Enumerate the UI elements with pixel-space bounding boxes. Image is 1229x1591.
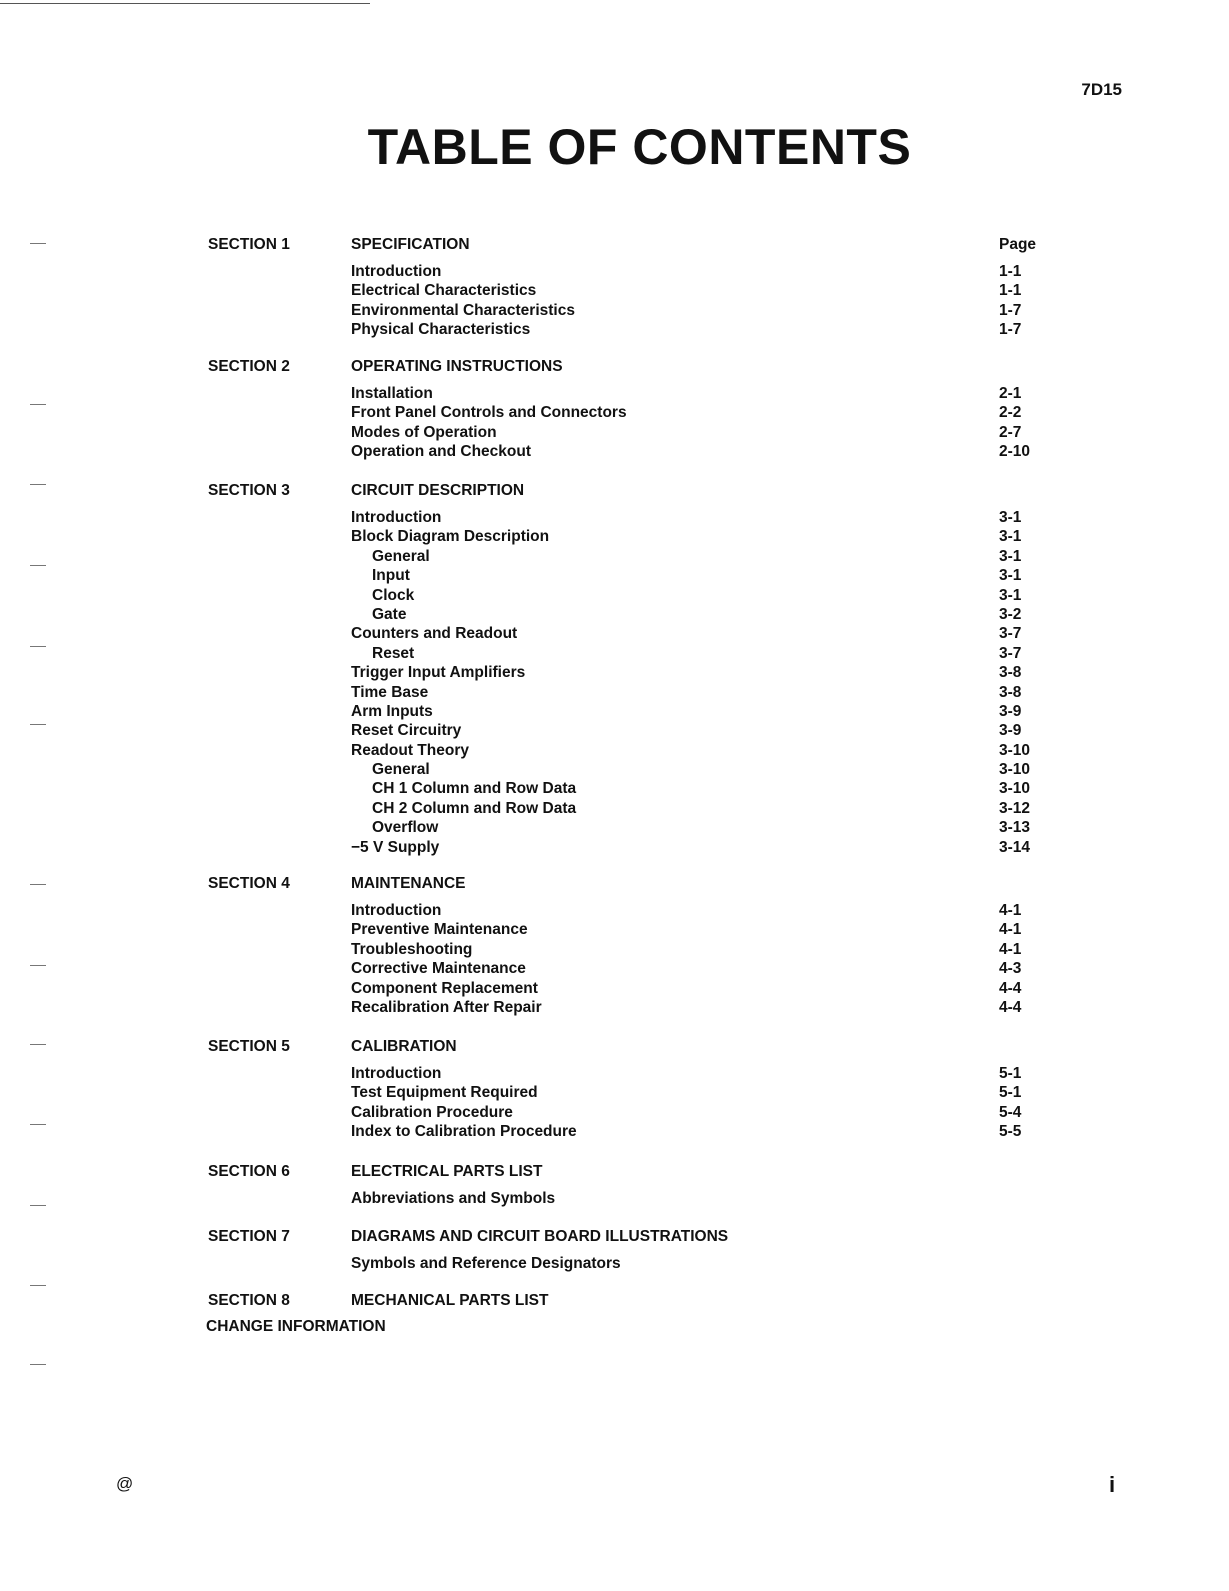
footer-left-mark: @ <box>116 1474 134 1493</box>
toc-entry-title: Overflow <box>372 819 439 837</box>
toc-entry-title: Block Diagram Description <box>351 528 550 546</box>
toc-entry-title: Reset <box>372 644 415 662</box>
toc-entry-title: Calibration Procedure <box>351 1103 513 1121</box>
toc-entry-page: 3-10 <box>999 741 1031 759</box>
toc-entry-page: 3-14 <box>999 838 1031 856</box>
toc-entry-title: Input <box>372 567 410 585</box>
toc-entry-title: Front Panel Controls and Connectors <box>351 404 627 422</box>
toc-entry-title: Introduction <box>351 1065 442 1082</box>
toc-entry-page: 1-7 <box>999 321 1022 339</box>
toc-entry-page: 3-1 <box>999 528 1022 546</box>
section-label: SECTION 1 <box>208 236 290 253</box>
page-column-label: Page <box>999 236 1037 253</box>
toc-entry-page: 3-7 <box>999 625 1022 643</box>
toc-entry-page: 2-2 <box>999 404 1022 422</box>
toc-entry-title: Time Base <box>351 683 429 701</box>
toc-entry-page: 1-1 <box>999 282 1022 300</box>
section-label: SECTION 2 <box>208 358 290 375</box>
toc-entry-page: 3-12 <box>999 799 1031 817</box>
toc-entry-page: 3-1 <box>999 509 1022 526</box>
toc-entry-title: Index to Calibration Procedure <box>351 1123 577 1141</box>
toc-entry-title: Clock <box>372 586 415 604</box>
footer-page-number: i <box>1109 1472 1116 1497</box>
toc-entry-title: Gate <box>372 605 407 623</box>
change-information-link[interactable]: CHANGE INFORMATION <box>206 1318 386 1335</box>
toc-entry-title: Component Replacement <box>351 979 538 997</box>
toc-entry-page: 4-4 <box>999 998 1022 1016</box>
toc-entry-title: Operation and Checkout <box>351 443 531 461</box>
section-label: SECTION 7 <box>208 1228 290 1245</box>
toc-entry-page: 3-7 <box>999 644 1022 662</box>
toc-entry-title: −5 V Supply <box>351 838 440 856</box>
toc-entry-title: Physical Characteristics <box>351 321 531 339</box>
toc-entry-page: 3-10 <box>999 761 1031 779</box>
toc-entry-page: 5-1 <box>999 1084 1022 1102</box>
toc-entry-title: Preventive Maintenance <box>351 921 528 939</box>
toc-entry-title: Abbreviations and Symbols <box>351 1190 556 1207</box>
section-label: SECTION 5 <box>208 1038 290 1055</box>
toc-entry-page: 3-8 <box>999 664 1022 682</box>
toc-entry-page: 4-1 <box>999 921 1022 939</box>
section-label: SECTION 6 <box>208 1163 290 1180</box>
section-title[interactable]: ELECTRICAL PARTS LIST <box>351 1163 543 1180</box>
toc-entry-title: Introduction <box>351 509 442 526</box>
toc-entry-page: 2-7 <box>999 423 1022 441</box>
toc-entry-title: CH 1 Column and Row Data <box>372 780 577 798</box>
section-title[interactable]: MAINTENANCE <box>351 875 466 892</box>
toc-entry-page: 3-8 <box>999 683 1022 701</box>
toc-entry-title: Introduction <box>351 902 442 919</box>
toc-entry-title: Test Equipment Required <box>351 1084 538 1102</box>
section-title[interactable]: DIAGRAMS AND CIRCUIT BOARD ILLUSTRATIONS <box>351 1228 729 1245</box>
toc-entry-title: Introduction <box>351 263 442 280</box>
toc-entry-title: Troubleshooting <box>351 940 473 958</box>
section-label: SECTION 3 <box>208 482 290 499</box>
section-title[interactable]: SPECIFICATION <box>351 236 470 253</box>
toc-entry-page: 3-1 <box>999 547 1022 565</box>
toc-entry-title: Trigger Input Amplifiers <box>351 664 526 682</box>
toc-entry-title: Counters and Readout <box>351 625 518 643</box>
toc-entry-page: 3-1 <box>999 567 1022 585</box>
toc-entry-title: Arm Inputs <box>351 702 433 720</box>
toc-entry-title: Symbols and Reference Designators <box>351 1255 621 1272</box>
toc-entry-page: 3-10 <box>999 780 1031 798</box>
section-title[interactable]: MECHANICAL PARTS LIST <box>351 1292 549 1309</box>
toc-entry-title: CH 2 Column and Row Data <box>372 799 577 817</box>
toc-entry-page: 3-9 <box>999 722 1022 740</box>
section-title[interactable]: CALIBRATION <box>351 1038 457 1055</box>
toc-entry-page: 5-1 <box>999 1065 1022 1082</box>
toc-entry-page: 4-3 <box>999 960 1022 978</box>
model-number: 7D15 <box>1081 80 1122 99</box>
toc-entry-page: 2-10 <box>999 443 1031 461</box>
section-label: SECTION 4 <box>208 875 290 892</box>
section-label: SECTION 8 <box>208 1292 290 1309</box>
section-title[interactable]: OPERATING INSTRUCTIONS <box>351 358 563 375</box>
toc-entry-title: Recalibration After Repair <box>351 998 542 1016</box>
toc-entry-page: 4-1 <box>999 902 1022 919</box>
toc-entry-page: 3-1 <box>999 586 1022 604</box>
toc-entry-title: Readout Theory <box>351 741 469 759</box>
toc-entry-title: Environmental Characteristics <box>351 301 575 319</box>
toc-entry-page: 2-1 <box>999 385 1022 402</box>
section-title[interactable]: CIRCUIT DESCRIPTION <box>351 482 525 499</box>
toc-entry-page: 3-2 <box>999 605 1022 623</box>
toc-entry-page: 1-7 <box>999 301 1022 319</box>
toc-entry-title: Installation <box>351 385 433 402</box>
toc-entry-title: General <box>372 761 430 779</box>
toc-entry-page: 1-1 <box>999 263 1022 280</box>
toc-entry-page: 4-1 <box>999 940 1022 958</box>
toc-entry-page: 3-9 <box>999 702 1022 720</box>
toc-entry-title: Modes of Operation <box>351 423 497 441</box>
toc-entry-page: 5-4 <box>999 1103 1022 1121</box>
toc-entry-page: 3-13 <box>999 819 1031 837</box>
toc-entry-title: Electrical Characteristics <box>351 282 537 300</box>
toc-entry-page: 5-5 <box>999 1123 1022 1141</box>
page-title: TABLE OF CONTENTS <box>367 119 912 175</box>
toc-entry-title: Reset Circuitry <box>351 722 462 740</box>
toc-entry-page: 4-4 <box>999 979 1022 997</box>
toc-entry-title: General <box>372 547 430 565</box>
toc-entry-title: Corrective Maintenance <box>351 960 526 978</box>
